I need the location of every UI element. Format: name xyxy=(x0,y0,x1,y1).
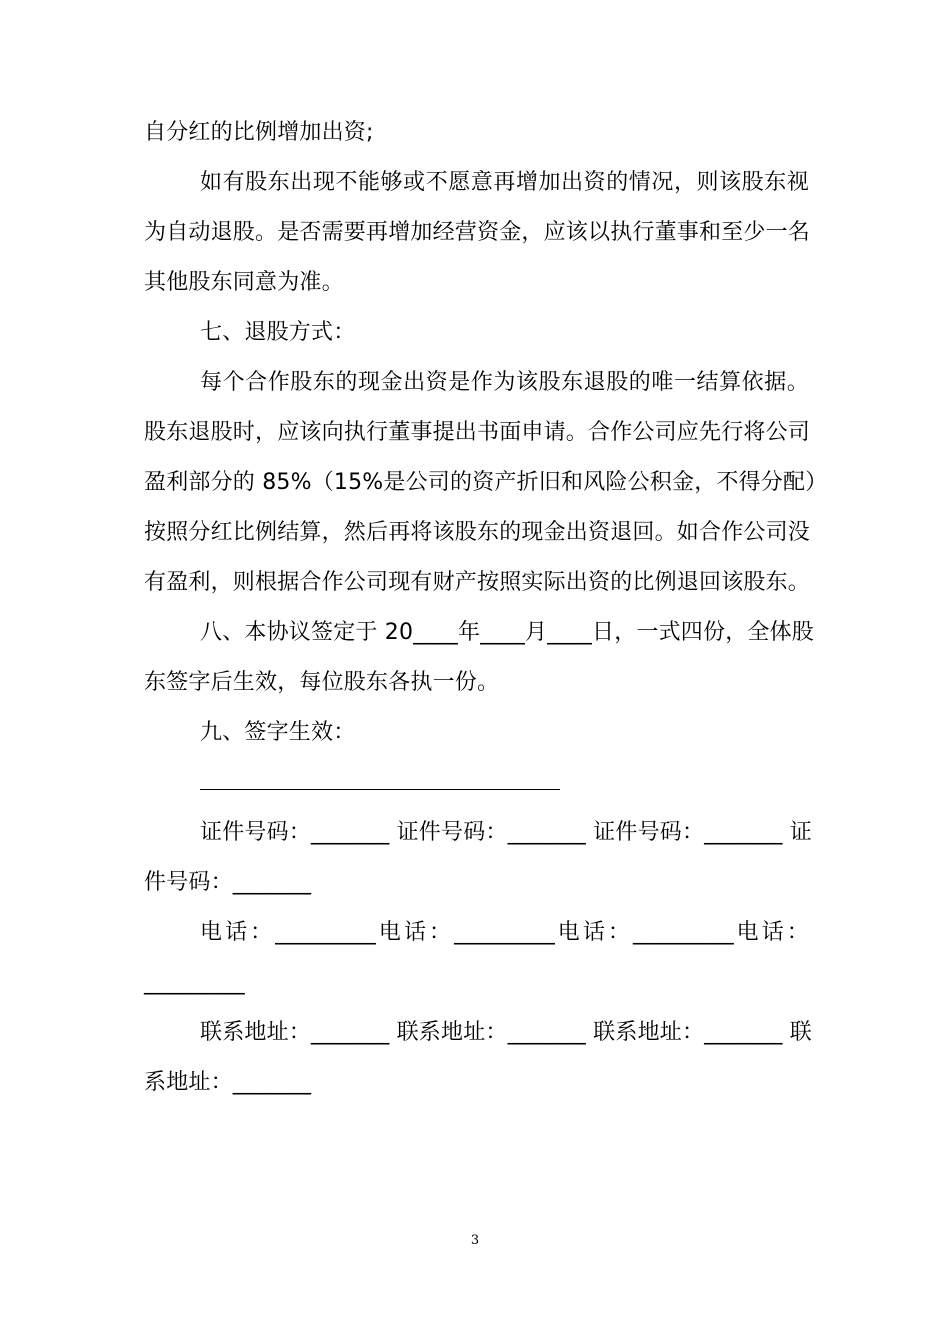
text-line-2: 如有股东出现不能够或不愿意再增加出资的情况，则该股东视 xyxy=(200,170,809,195)
phone-fields: 电话：_________电话：_________电话：_________电话： xyxy=(200,920,809,945)
text-line-12: 东签字后生效，每位股东各执一份。 xyxy=(144,670,500,695)
text-line-3: 为自动退股。是否需要再增加经营资金，应该以执行董事和至少一名 xyxy=(144,220,811,245)
signature-line xyxy=(200,789,560,790)
text-line-1: 自分红的比例增加出资; xyxy=(144,120,374,145)
section-heading-8: 八、本协议签定于 20____年____月____日，一式四份，全体股 xyxy=(200,620,814,645)
address-fields-continued: 系地址：_______ xyxy=(144,1070,312,1095)
section-heading-9: 九、签字生效： xyxy=(200,720,356,745)
text-line-4: 其他股东同意为准。 xyxy=(144,270,344,295)
text-line-6: 每个合作股东的现金出资是作为该股东退股的唯一结算依据。 xyxy=(200,370,809,395)
address-fields: 联系地址：_______ 联系地址：_______ 联系地址：_______ 联 xyxy=(200,1020,812,1045)
phone-fields-continued: _________ xyxy=(144,970,245,995)
text-line-10: 有盈利，则根据合作公司现有财产按照实际出资的比例退回该股东。 xyxy=(144,570,811,595)
text-line-9: 按照分红比例结算，然后再将该股东的现金出资退回。如合作公司没 xyxy=(144,520,811,545)
id-number-fields: 证件号码：_______ 证件号码：_______ 证件号码：_______ 证 xyxy=(200,820,812,845)
page-number: 3 xyxy=(470,1233,480,1248)
id-number-fields-continued: 件号码：_______ xyxy=(144,870,312,895)
text-line-8: 盈利部分的 85%（15%是公司的资产折旧和风险公积金，不得分配） xyxy=(144,470,828,495)
text-line-7: 股东退股时，应该向执行董事提出书面申请。合作公司应先行将公司 xyxy=(144,420,811,445)
section-heading-7: 七、退股方式： xyxy=(200,320,356,345)
